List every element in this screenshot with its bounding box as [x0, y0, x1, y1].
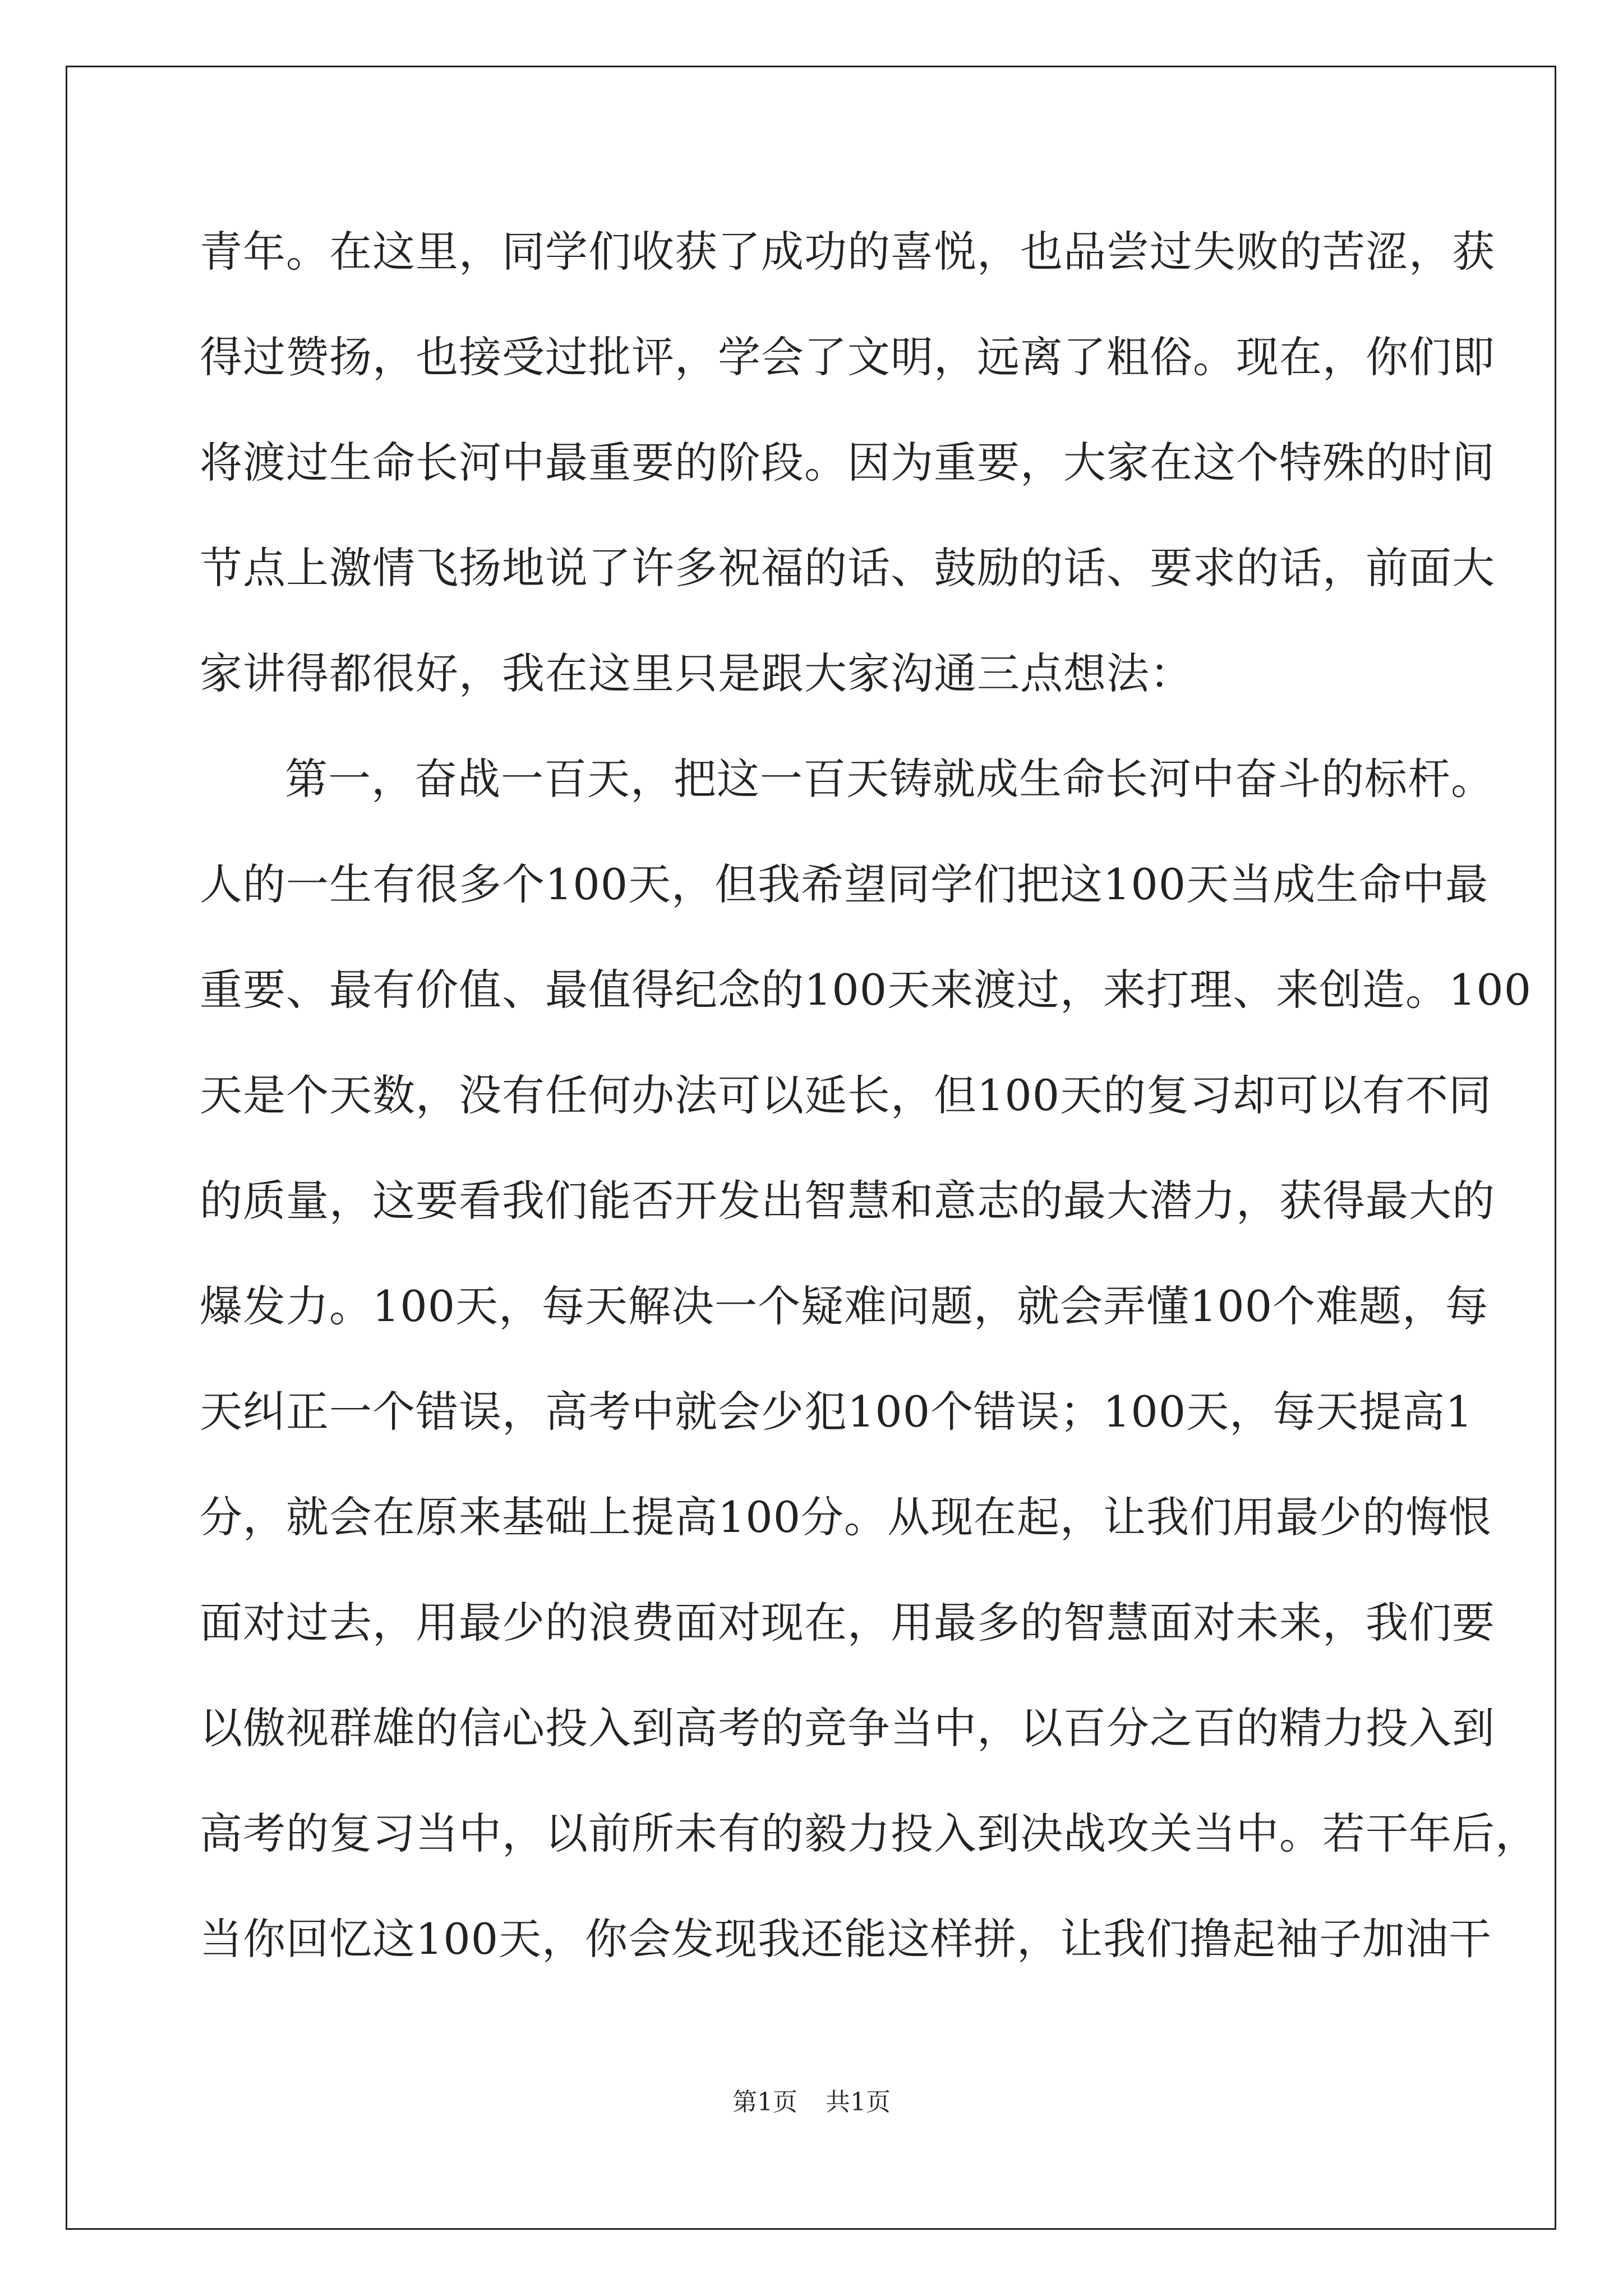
- text-line: 天纠正一个错误，高考中就会少犯100个错误；100天，每天提高1: [200, 1387, 1473, 1437]
- text-line: 高考的复习当中，以前所未有的毅力投入到决战攻关当中。若干年后，: [200, 1809, 1538, 1858]
- paragraph-first-line: 第一，奋战一百天，把这一百天铸就成生命长河中奋斗的标杆。: [285, 754, 1494, 804]
- text-line: 青年。在这里，同学们收获了成功的喜悦，也品尝过失败的苦涩，获: [200, 227, 1495, 277]
- text-line: 节点上激情飞扬地说了许多祝福的话、鼓励的话、要求的话，前面大: [200, 543, 1495, 593]
- text-line: 将渡过生命长河中最重要的阶段。因为重要，大家在这个特殊的时间: [200, 438, 1495, 487]
- text-line: 当你回忆这100天，你会发现我还能这样拼，让我们撸起袖子加油干: [200, 1914, 1492, 1964]
- page-number: 第1页: [732, 2088, 797, 2116]
- text-line: 的质量，这要看我们能否开发出智慧和意志的最大潜力，获得最大的: [200, 1176, 1495, 1226]
- text-line: 重要、最有价值、最值得纪念的100天来渡过，来打理、来创造。100: [200, 965, 1532, 1015]
- text-line: 家讲得都很好，我在这里只是跟大家沟通三点想法：: [200, 648, 1193, 698]
- text-line: 天是个天数，没有任何办法可以延长，但100天的复习却可以有不同: [200, 1070, 1492, 1120]
- page-total: 共1页: [826, 2088, 891, 2116]
- text-line: 以傲视群雄的信心投入到高考的竞争当中，以百分之百的精力投入到: [200, 1703, 1495, 1753]
- text-line: 得过赞扬，也接受过批评，学会了文明，远离了粗俗。现在，你们即: [200, 332, 1495, 382]
- document-body: [200, 199, 1538, 1992]
- page-footer: [0, 2086, 1623, 2119]
- text-line: 分，就会在原来基础上提高100分。从现在起，让我们用最少的悔恨: [200, 1492, 1492, 1542]
- text-line: 人的一生有很多个100天，但我希望同学们把这100天当成生命中最: [200, 859, 1489, 909]
- text-line: 爆发力。100天，每天解决一个疑难问题，就会弄懂100个难题，每: [200, 1281, 1489, 1331]
- text-line: 面对过去，用最少的浪费面对现在，用最多的智慧面对未来，我们要: [200, 1598, 1495, 1648]
